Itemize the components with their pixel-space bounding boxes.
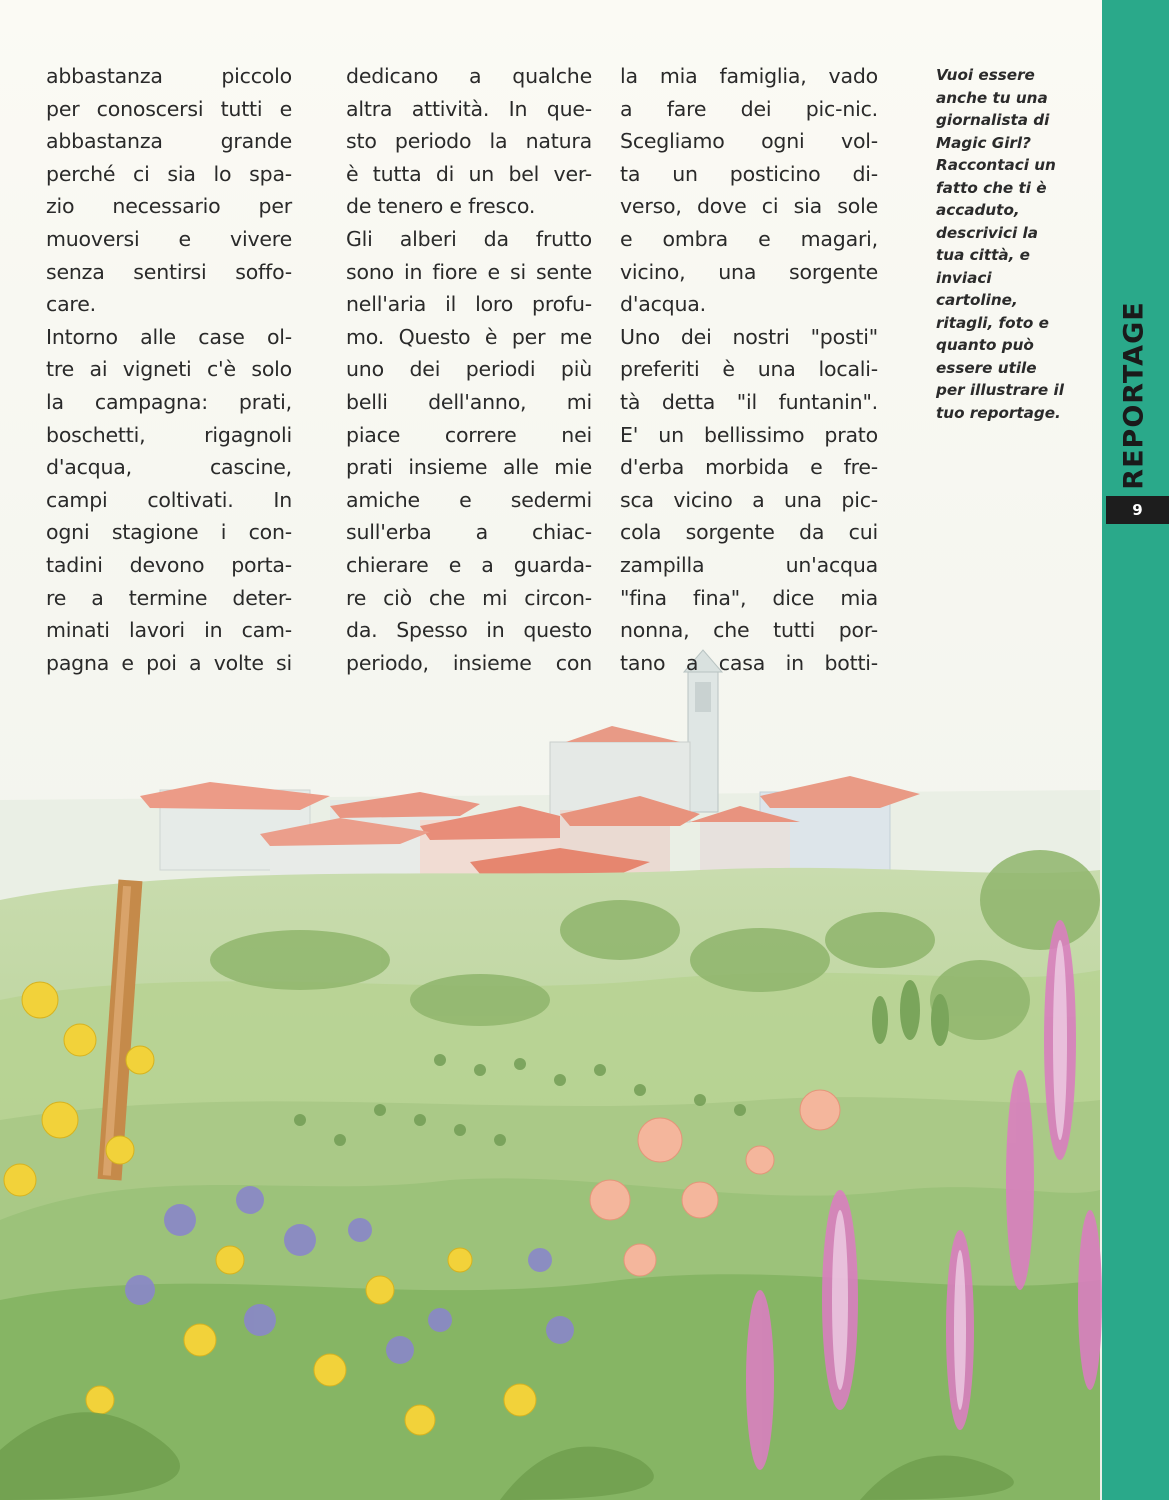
note-text-line: quanto può	[936, 336, 1034, 354]
article-text-line: zampilla un'acqua	[620, 552, 878, 577]
article-text-line: è tutta di un bel ver-	[346, 161, 592, 186]
note-text-line: anche tu una	[936, 88, 1048, 107]
article-text-line: sto periodo la natura	[346, 129, 592, 154]
reader-invitation-note	[936, 64, 1086, 424]
article-text-line: tà detta "il funtanin".	[620, 389, 878, 414]
article-text-line: Intorno alle case ol-	[46, 324, 292, 349]
article-text-line: muoversi e vivere	[46, 226, 292, 251]
article-text-line: verso, dove ci sia sole	[620, 194, 878, 219]
article-text-line: abbastanza grande	[46, 129, 292, 154]
note-text-line: descrivici la	[936, 223, 1038, 242]
article-text-line: tano a casa in botti-	[620, 650, 878, 675]
article-column-2	[346, 60, 592, 679]
article-text-line: da. Spesso in questo	[346, 618, 592, 643]
section-label-text: REPORTAGE	[1118, 300, 1150, 490]
note-text-line: tuo reportage.	[936, 403, 1061, 422]
note-text-line: tua città, e	[936, 246, 1030, 264]
article-text-line: sono in fiore e si sente	[346, 259, 592, 284]
article-text-line: piace correre nei	[346, 422, 592, 447]
section-label	[1104, 300, 1164, 490]
article-text-line: uno dei periodi più	[346, 357, 592, 382]
article-text-line: campi coltivati. In	[46, 487, 292, 512]
article-text-line: cola sorgente da cui	[620, 520, 878, 545]
note-text-line: fatto che ti è	[936, 178, 1047, 197]
article-text-line: ogni stagione i con-	[46, 520, 292, 545]
article-text-line: perché ci sia lo spa-	[46, 161, 292, 186]
article-text-line: E' un bellissimo prato	[620, 422, 878, 447]
note-text-line: Raccontaci un	[936, 156, 1056, 174]
article-text-line: boschetti, rigagnoli	[46, 422, 292, 447]
article-text-line: re ciò che mi circon-	[346, 585, 592, 610]
article-text-line: tadini devono porta-	[46, 552, 292, 577]
page-number: 9	[1106, 496, 1169, 524]
article-text-line: nell'aria il loro profu-	[346, 292, 592, 317]
article-text-line: ta un posticino di-	[620, 161, 878, 186]
article-text-line: dedicano a qualche	[346, 64, 592, 88]
article-text-line: e ombra e magari,	[620, 226, 878, 251]
article-text-line: pagna e poi a volte si	[46, 650, 292, 675]
article-text-line: sca vicino a una pic-	[620, 487, 878, 512]
article-text-line: periodo, insieme con	[346, 650, 592, 675]
note-text-line: per illustrare il	[936, 381, 1064, 399]
article-text-line: altra attività. In que-	[346, 96, 592, 121]
article-text-line: minati lavori in cam-	[46, 618, 292, 643]
article-text-line: vicino, una sorgente	[620, 259, 878, 284]
article-text-line: sull'erba a chiac-	[346, 520, 592, 545]
article-text-line: chierare e a guarda-	[346, 552, 592, 577]
article-text-line: amiche e sedermi	[346, 487, 592, 512]
article-text-line: "fina fina", dice mia	[620, 585, 878, 610]
article-text-line: per conoscersi tutti e	[46, 96, 292, 121]
article-text-line: mo. Questo è per me	[346, 324, 592, 349]
article-text-line: care.	[46, 292, 96, 317]
article-text-line: d'erba morbida e fre-	[620, 455, 878, 480]
article-text-line: Scegliamo ogni vol-	[620, 129, 878, 154]
article-text-line: prati insieme alle mie	[346, 455, 592, 480]
note-text-line: Magic Girl?	[936, 133, 1031, 152]
article-text-line: la mia famiglia, vado	[620, 64, 878, 88]
article-text-line: d'acqua, cascine,	[46, 455, 292, 480]
section-edge-bar	[1102, 0, 1169, 1500]
article-text-line: a fare dei pic-nic.	[620, 96, 878, 121]
article-text-line: senza sentirsi soffo-	[46, 259, 292, 284]
article-text-line: Uno dei nostri "posti"	[620, 324, 878, 349]
article-text-line: Gli alberi da frutto	[346, 226, 592, 251]
article-column-1	[46, 60, 292, 679]
note-text-line: ritagli, foto e	[936, 313, 1049, 332]
article-text-line: zio necessario per	[46, 194, 292, 219]
note-text-line: cartoline,	[936, 291, 1018, 309]
article-text-line: re a termine deter-	[46, 585, 292, 610]
article-text-line: d'acqua.	[620, 292, 706, 317]
article-text-line: nonna, che tutti por-	[620, 618, 878, 643]
article-text-line: tre ai vigneti c'è solo	[46, 357, 292, 382]
article-column-3	[620, 60, 878, 679]
note-text-line: Vuoi essere	[936, 66, 1035, 84]
note-text-line: accaduto,	[936, 201, 1020, 219]
article-text-line: abbastanza piccolo	[46, 64, 292, 88]
article-text-line: la campagna: prati,	[46, 389, 292, 414]
article-text-line: preferiti è una locali-	[620, 357, 878, 382]
article-text-line: de tenero e fresco.	[346, 194, 536, 219]
note-text-line: giornalista di	[936, 111, 1050, 129]
article-text-line: belli dell'anno, mi	[346, 389, 592, 414]
note-text-line: essere utile	[936, 358, 1037, 377]
note-text-line: inviaci	[936, 268, 992, 287]
